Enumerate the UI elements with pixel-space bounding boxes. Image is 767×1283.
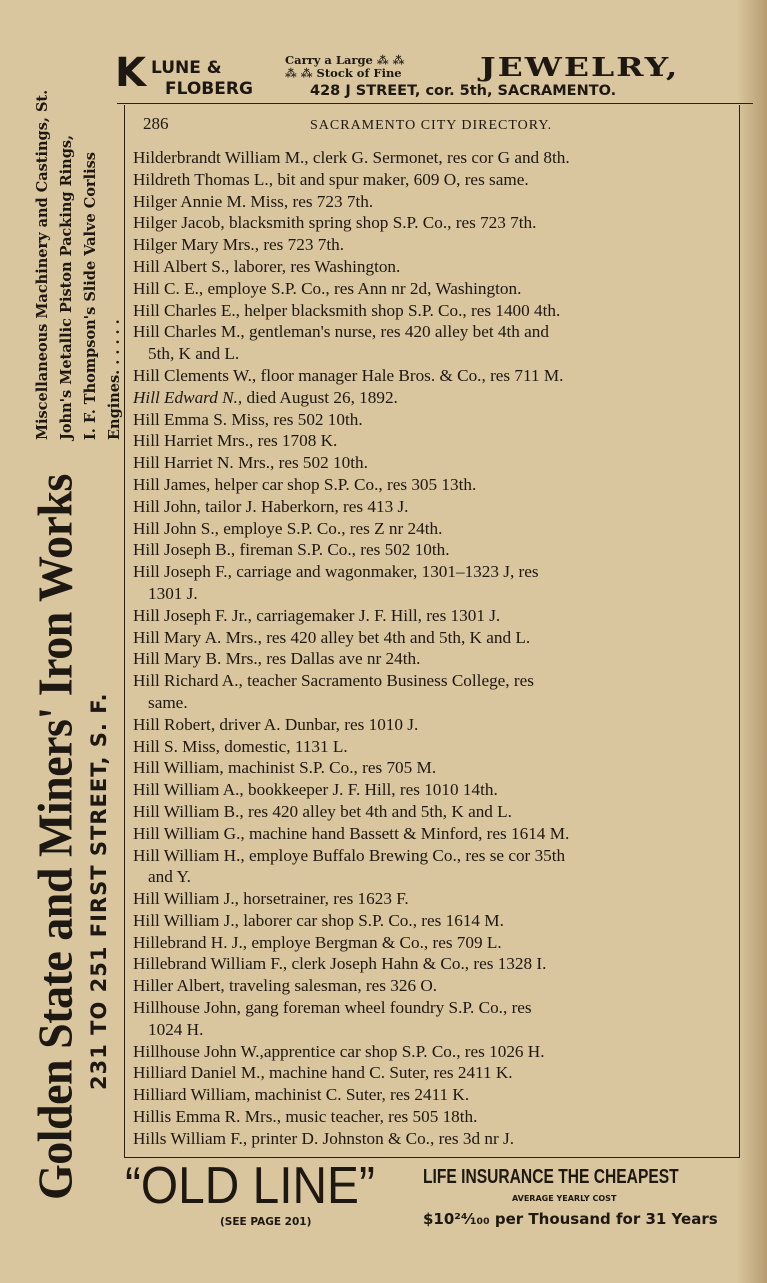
entry-name: Hill William A., [133,780,244,800]
entry-name: Hillis Emma R. Mrs., [133,1107,282,1127]
entry-name: Hill Clements W., [133,365,257,385]
entry-name: Hilliard Daniel M., [133,1063,265,1083]
directory-entry [133,648,733,670]
entry-continuation: same. [148,692,188,712]
directory-entry [133,953,733,975]
entry-name: Hiller Albert, [133,976,225,996]
directory-entry [133,278,733,300]
directory-entries [133,147,733,1150]
entry-name: Hill Harriet N. Mrs., [133,453,275,473]
entry-details: blacksmith spring shop S.P. Co., res 723 7th. [224,213,537,233]
directory-entry [133,321,733,343]
entry-name: Hills William F., [133,1128,248,1148]
directory-entry [133,169,733,191]
directory-entry [133,888,733,910]
directory-entry [133,212,733,234]
entry-name: Hillebrand William F., [133,954,288,974]
entry-details: floor manager Hale Bros. & Co., res 711 M. [256,365,564,385]
entry-name: Hilderbrandt William M., [133,148,309,167]
entry-details: tailor J. Haberkorn, res 413 J. [200,496,409,516]
directory-entry [133,779,733,801]
entry-details: machinist S.P. Co., res 705 M. [223,758,437,778]
directory-entry [133,474,733,496]
directory-entry [133,300,733,322]
entry-name: Hill Emma S. Miss, [133,409,270,429]
firm-line-2: FLOBERG [165,79,253,99]
directory-entry [133,910,733,932]
entry-name: Hill Charles E., [133,300,240,320]
entry-details: res 420 alley bet 4th and 5th, K and L. [261,627,531,647]
old-line-heading: “OLD LINE” [125,1157,375,1215]
entry-details: apprentice car shop S.P. Co., res 1026 H. [263,1041,545,1061]
directory-entry [133,147,733,169]
entry-name: Hill Mary A. Mrs., [133,627,262,647]
price-text: $10²⁴⁄₁₀₀ per Thousand for 31 Years [423,1210,718,1228]
entry-details: res 723 7th. [288,191,374,211]
see-page-note: (SEE PAGE 201) [220,1216,312,1228]
entry-details: laborer, res Washington. [229,256,401,276]
entry-details: carriagemaker J. F. Hill, res 1301 J. [251,605,501,625]
page-edge-shadow [737,0,767,1283]
directory-entry [133,670,733,692]
directory-entry [133,1128,733,1150]
entry-name: Hill William H., [133,845,245,865]
entry-name: Hill William J., [133,889,239,909]
entry-name: Hilliard William, [133,1085,251,1105]
entry-name: Hill Charles M., [133,322,245,342]
entry-details: res 723 7th. [259,235,345,255]
entry-name: Hildreth Thomas L., [133,169,274,189]
directory-entry [133,409,733,431]
entry-name: Hilger Annie M. Miss, [133,191,289,211]
entry-name: Hill Edward N., [133,387,243,407]
directory-entry [133,714,733,736]
entry-name: Hill Richard A., [133,671,243,691]
entry-details: machine hand Bassett & Minford, res 1614 M. [244,823,570,843]
jewelry-heading: JEWELRY, [480,51,680,83]
sidebar-company-title: Golden State and Miners' Iron Works [28,474,83,1200]
entry-details: printer D. Johnston & Co., res 3d nr J. [247,1128,514,1148]
entry-details: teacher Sacramento Business College, res [242,671,534,691]
directory-entry [133,1106,733,1128]
directory-entry [133,1084,733,1106]
entry-details: driver A. Dunbar, res 1010 J. [215,714,419,734]
directory-entry [133,539,733,561]
directory-entry [133,234,733,256]
entry-name: Hillhouse John W., [133,1041,264,1061]
directory-entry [133,191,733,213]
carry-line-1: Carry a Large ⁂ ⁂ [285,53,405,67]
entry-details: music teacher, res 505 18th. [281,1107,478,1127]
firm-line-1: LUNE & [151,58,222,78]
entry-name: Hill Joseph F. Jr., [133,605,252,625]
sidebar-line-4: Engines. . . . . . [106,319,123,440]
entry-details: helper car shop S.P. Co., res 305 13th. [210,474,477,494]
entry-name: Hill James, [133,474,211,494]
entry-name: Hill Harriet Mrs., [133,431,254,451]
entry-details: traveling salesman, res 326 O. [224,976,438,996]
entry-name: Hill William G., [133,823,245,843]
directory-page [124,105,740,1158]
sidebar-line-2: John's Metallic Piston Packing Rings, [58,134,75,440]
entry-name: Hill William B., [133,801,244,821]
entry-name: Hill Joseph B., [133,540,236,560]
directory-entry [133,845,733,867]
directory-entry [133,1062,733,1084]
directory-entry [133,430,733,452]
directory-entry [133,736,733,758]
entry-name: Hill C. E., [133,278,204,298]
header-divider [117,103,753,104]
entry-name: Hillebrand H. J., [133,932,248,952]
entry-name: Hill William J., [133,910,239,930]
entry-name: Hill Joseph F., [133,562,232,582]
entry-name: Hill William, [133,758,224,778]
sidebar-address: 231 TO 251 FIRST STREET, S. F. [87,692,111,1090]
entry-name: Hill Mary B. Mrs., [133,649,262,669]
entry-details: laborer car shop S.P. Co., res 1614 M. [238,910,504,930]
entry-details: bit and spur maker, 609 O, res same. [273,169,529,189]
directory-entry [133,932,733,954]
entry-details: gang foreman wheel foundry S.P. Co., res [240,998,532,1018]
entry-continuation: and Y. [148,867,191,887]
entry-details: bookkeeper J. F. Hill, res 1010 14th. [243,780,498,800]
entry-details: employe S.P. Co., res Z nr 24th. [218,518,443,538]
entry-name: Hill Albert S., [133,256,230,276]
entry-name: Hillhouse John, [133,998,241,1018]
entry-name: Hill S. Miss, [133,736,220,756]
life-insurance-text: LIFE INSURANCE THE CHEAPEST [423,1166,679,1188]
entry-details: clerk Joseph Hahn & Co., res 1328 I. [287,954,547,974]
sidebar-line-3: I. F. Thompson's Slide Valve Corliss [82,152,99,440]
directory-entry [133,605,733,627]
store-address: 428 J STREET, cor. 5th, SACRAMENTO. [310,83,617,99]
directory-entry [133,561,733,583]
directory-entry [133,823,733,845]
entry-details: clerk G. Sermonet, res cor G and 8th. [308,148,570,167]
entry-details: res Dallas ave nr 24th. [261,649,421,669]
entry-continuation: 1301 J. [148,583,198,603]
average-cost-label: AVERAGE YEARLY COST [512,1194,617,1203]
directory-entry [133,997,733,1019]
entry-details: horsetrainer, res 1623 F. [238,889,409,909]
entry-details: domestic, 1131 L. [219,736,348,756]
page-title: SACRAMENTO CITY DIRECTORY. [310,118,553,133]
entry-details: res 1708 K. [253,431,338,451]
carry-text [285,54,404,80]
entry-details: res 502 10th. [274,453,368,473]
header-ad [115,50,755,100]
directory-entry [133,757,733,779]
directory-entry [133,518,733,540]
entry-details: died August 26, 1892. [242,387,398,407]
entry-details: res 502 10th. [269,409,363,429]
entry-details: gentleman's nurse, res 420 alley bet 4th and [244,322,549,342]
entry-name: Hill John S., [133,518,219,538]
entry-details: machinist C. Suter, res 2411 K. [250,1085,470,1105]
entry-details: machine hand C. Suter, res 2411 K. [264,1063,513,1083]
entry-details: employe Buffalo Brewing Co., res se cor 35th [244,845,566,865]
directory-entry [133,1041,733,1063]
sidebar-line-1: Miscellaneous Machinery and Castings, St. [34,89,51,440]
entry-details: res 420 alley bet 4th and 5th, K and L. [243,801,512,821]
directory-entry [133,452,733,474]
entry-details: fireman S.P. Co., res 502 10th. [235,540,450,560]
entry-details: employe S.P. Co., res Ann nr 2d, Washington. [203,278,522,298]
footer-ad [115,1157,755,1240]
entry-name: Hill John, [133,496,201,516]
entry-continuation: 1024 H. [148,1019,204,1039]
entry-details: helper blacksmith shop S.P. Co., res 1400 4th. [239,300,561,320]
directory-entry [133,496,733,518]
entry-details: employe Bergman & Co., res 709 L. [247,932,502,952]
entry-continuation: 5th, K and L. [148,344,240,364]
entry-name: Hill Robert, [133,714,216,734]
firm-initial: K [115,50,146,96]
entry-name: Hilger Jacob, [133,213,225,233]
entry-details: carriage and wagonmaker, 1301–1323 J, res [231,562,539,582]
directory-entry [133,975,733,997]
directory-entry [133,256,733,278]
directory-entry [133,801,733,823]
directory-entry [133,365,733,387]
carry-line-2: ⁂ ⁂ Stock of Fine [285,66,402,80]
directory-entry [133,387,733,409]
entry-name: Hilger Mary Mrs., [133,235,260,255]
directory-entry [133,627,733,649]
page-number: 286 [143,114,169,133]
